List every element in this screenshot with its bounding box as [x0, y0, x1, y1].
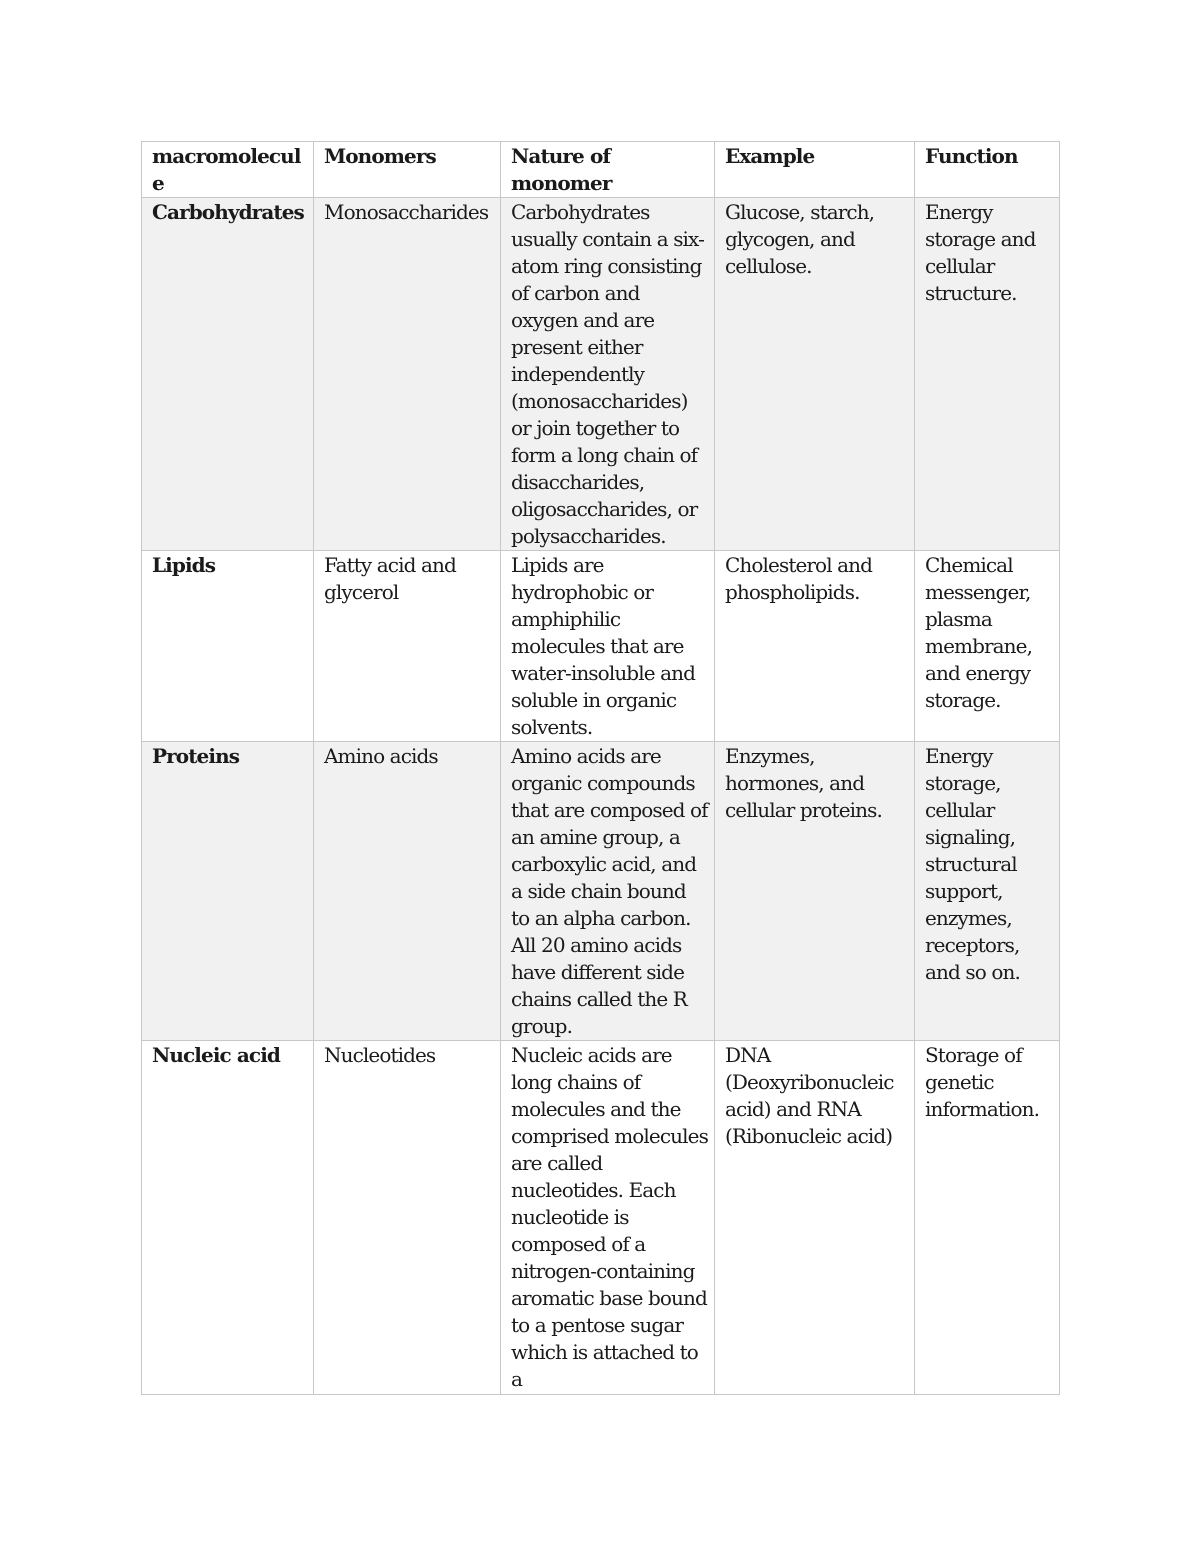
monomers-cell: Amino acids	[314, 742, 501, 1041]
nature-cell: Carbohydrates usually contain a six-atom ring consisting of carbon and oxygen and are present either independently (monosaccharides) or join together to form a long chain of disaccharides, oligosaccharides, or polysaccharides.	[501, 198, 715, 551]
example-cell: Enzymes, hormones, and cellular proteins.	[715, 742, 915, 1041]
function-cell: Energy storage and cellular structure.	[915, 198, 1060, 551]
header-nature: Nature of monomer	[501, 142, 715, 198]
macromolecule-name: Lipids	[142, 551, 314, 742]
function-cell: Chemical messenger, plasma membrane, and energy storage.	[915, 551, 1060, 742]
table-header-row	[142, 142, 1060, 198]
table-row	[142, 198, 1060, 551]
macromolecule-table	[141, 141, 1060, 1395]
macromolecule-name: Nucleic acid	[142, 1041, 314, 1395]
monomers-cell: Monosaccharides	[314, 198, 501, 551]
macromolecule-name: Proteins	[142, 742, 314, 1041]
function-cell: Energy storage, cellular signaling, structural support, enzymes, receptors, and so on.	[915, 742, 1060, 1041]
header-example: Example	[715, 142, 915, 198]
nature-cell: Amino acids are organic compounds that are composed of an amine group, a carboxylic acid, and a side chain bound to an alpha carbon. All 20 amino acids have different side chains called the R group.	[501, 742, 715, 1041]
table-row	[142, 1041, 1060, 1395]
example-cell: Cholesterol and phospholipids.	[715, 551, 915, 742]
macromolecule-name: Carbohydrates	[142, 198, 314, 551]
example-cell: Glucose, starch, glycogen, and cellulose.	[715, 198, 915, 551]
header-monomers: Monomers	[314, 142, 501, 198]
example-cell: DNA (Deoxyribonucleic acid) and RNA (Ribonucleic acid)	[715, 1041, 915, 1395]
header-macromolecule: macromolecul e	[142, 142, 314, 198]
monomers-cell: Nucleotides	[314, 1041, 501, 1395]
function-cell: Storage of genetic information.	[915, 1041, 1060, 1395]
nature-cell: Nucleic acids are long chains of molecules and the comprised molecules are called nucleotides. Each nucleotide is composed of a nitrogen-containing aromatic base bound to a pentose sugar which is attached to a	[501, 1041, 715, 1395]
header-function: Function	[915, 142, 1060, 198]
nature-cell: Lipids are hydrophobic or amphiphilic molecules that are water-insoluble and soluble in organic solvents.	[501, 551, 715, 742]
table-row	[142, 551, 1060, 742]
monomers-cell: Fatty acid and glycerol	[314, 551, 501, 742]
table-row	[142, 742, 1060, 1041]
